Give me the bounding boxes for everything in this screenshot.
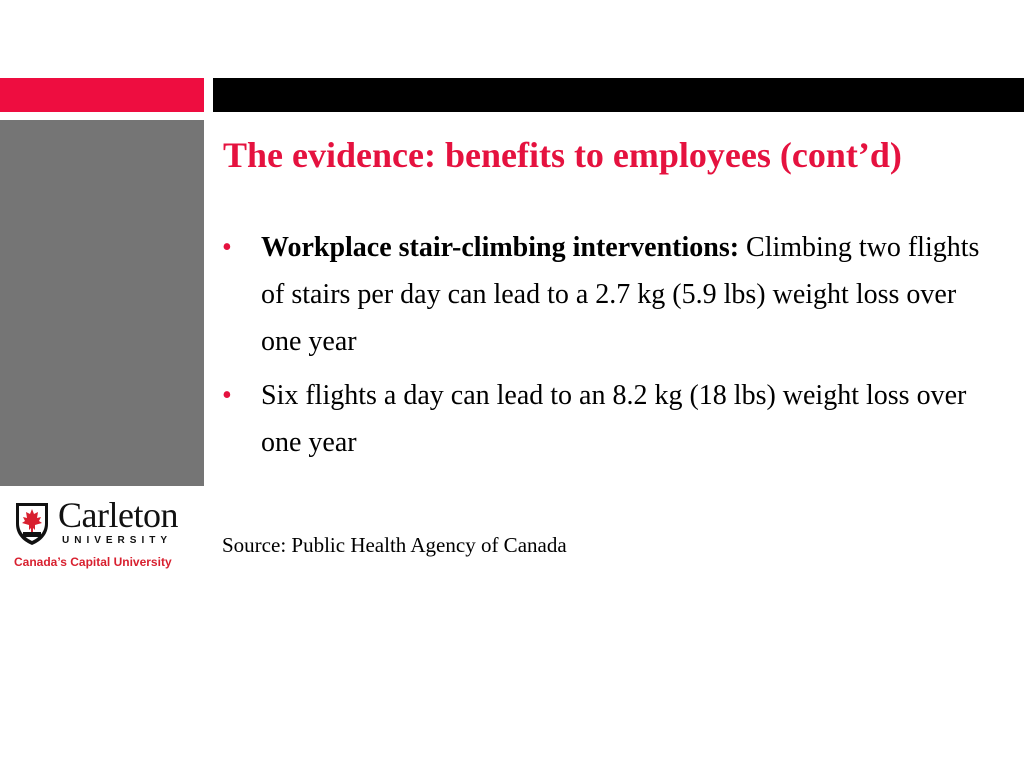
logo-wordmark: Carleton [58, 495, 178, 535]
side-gray-panel [0, 120, 204, 486]
header-red-bar [0, 78, 204, 112]
bullet-marker: • [222, 380, 232, 411]
slide-title: The evidence: benefits to employees (cont’d) [223, 135, 902, 175]
bullet-list [222, 224, 982, 473]
logo-subtitle: UNIVERSITY [62, 535, 173, 546]
maple-leaf-shield-icon [14, 500, 50, 546]
bullet-marker: • [222, 232, 232, 263]
bullet-bold-lead: Workplace stair-climbing interventions: [261, 232, 740, 263]
logo-tagline: Canada’s Capital University [14, 555, 172, 569]
bullet-item [222, 372, 982, 466]
source-citation: Source: Public Health Agency of Canada [222, 533, 567, 557]
header-black-bar [213, 78, 1024, 112]
bullet-item [222, 224, 982, 365]
bullet-text: Climbing two flights of stairs per day can lead to a 2.7 kg (5.9 lbs) weight loss over one year [261, 232, 980, 357]
carleton-logo [14, 495, 194, 574]
bullet-text: Six flights a day can lead to an 8.2 kg (18 lbs) weight loss over one year [261, 380, 967, 458]
